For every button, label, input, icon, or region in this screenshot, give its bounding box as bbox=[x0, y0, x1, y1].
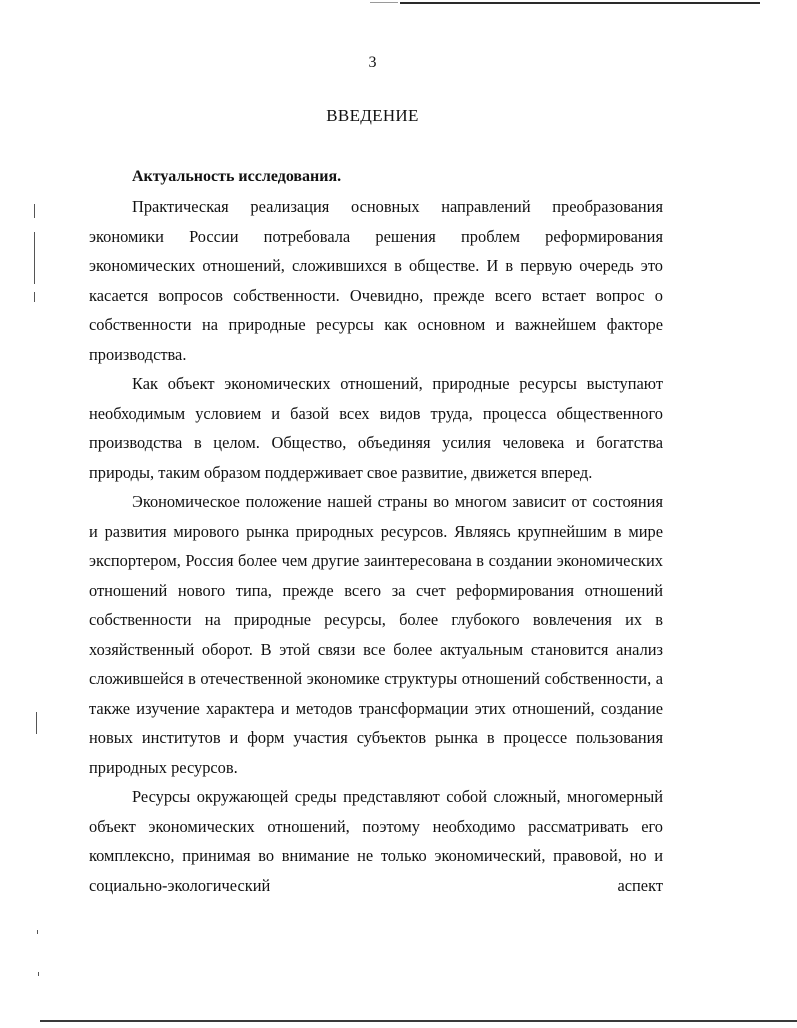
scan-margin-mark bbox=[34, 292, 35, 302]
page-number: 3 bbox=[368, 54, 377, 71]
scan-edge-line-bottom bbox=[40, 1020, 797, 1022]
scan-margin-mark bbox=[34, 232, 35, 284]
paragraph: Экономическое положение нашей страны во многом зависит от состояния и развития мирового рынка природных ресурсов. Являясь крупнейшим в мире экспортером, Россия более чем другие заинтересована в создании экономических отношений нового типа, прежде всего за счет реформирования отношений собственности на природные ресурсы, более глубокого вовлечения их в хозяйственный оборот. В этой связи все более актуальным становится анализ сложившейся в отечественной экономике структуры отношений собственности, а также изучение характера и методов трансформации этих отношений, создание новых институтов и форм участия субъектов рынка в процессе пользования природных ресурсов. bbox=[89, 492, 663, 777]
subheading: Актуальность исследования. bbox=[132, 168, 342, 185]
paragraph: Практическая реализация основных направлений преобразования экономики России потребовала решения проблем реформирования экономических отношений, сложившихся в обществе. И в первую очередь это касается вопросов собственности. Очевидно, прежде всего встает вопрос о собственности на природные ресурсы как основном и важнейшем факторе производства. bbox=[89, 197, 663, 364]
paragraph: Как объект экономических отношений, природные ресурсы выступают необходимым условием и базой всех видов труда, процесса общественного производства в целом. Общество, объединяя усилия человека и богатства природы, таким образом поддерживает свое развитие, движется вперед. bbox=[89, 374, 663, 482]
scan-margin-mark bbox=[37, 930, 38, 934]
paragraph: Ресурсы окружающей среды представляют собой сложный, многомерный объект экономических отношений, поэтому необходимо рассматривать его комплексно, принимая во внимание не только экономический, правовой, но и социально-экологический аспект bbox=[89, 787, 663, 895]
body-text bbox=[89, 192, 663, 900]
scan-edge-line-top-faint bbox=[370, 2, 398, 3]
scan-margin-mark bbox=[34, 204, 35, 218]
scan-margin-mark bbox=[36, 712, 37, 734]
section-title: ВВЕДЕНИЕ bbox=[326, 106, 419, 125]
scan-margin-mark bbox=[38, 972, 39, 976]
scan-edge-line-top bbox=[400, 2, 760, 4]
